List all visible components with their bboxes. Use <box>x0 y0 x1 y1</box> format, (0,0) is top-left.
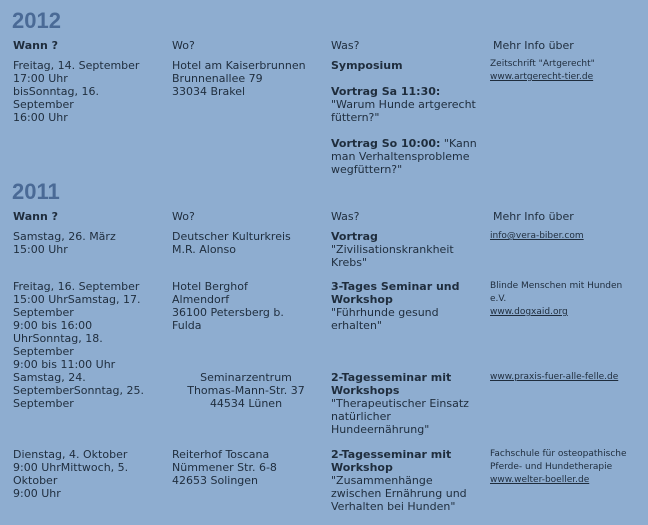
column-header-wann: Wann ? <box>13 210 59 223</box>
where-line: Reiterhof Toscana <box>172 448 270 461</box>
column-header-was: Was? <box>331 210 360 223</box>
where-line: Thomas-Mann-Str. 37 <box>187 384 305 397</box>
when-line: 9:00 bis 16:00 UhrSonntag, 18. September <box>13 319 103 358</box>
event-when <box>13 59 163 124</box>
event-title: Symposium <box>331 59 403 72</box>
info-link[interactable]: www.praxis-fuer-alle-felle.de <box>490 372 619 382</box>
event-description: "Zusammenhänge zwischen Ernährung und Verhalten bei Hunden" <box>331 474 467 513</box>
event-when <box>13 371 163 410</box>
talk-2-title: "Kann man Verhaltensprobleme wegfüttern?" <box>331 137 477 176</box>
where-line: Seminarzentrum <box>200 371 292 384</box>
when-line: Freitag, 16. September <box>13 280 140 293</box>
talk-1-time: Vortrag Sa 11:30: <box>331 85 441 98</box>
when-line: 9:00 Uhr <box>13 487 61 500</box>
when-line: Samstag, 26. März <box>13 230 116 243</box>
event-where <box>160 371 332 410</box>
event-when <box>13 448 163 500</box>
info-text: Blinde Menschen mit Hunden e.V. <box>490 281 623 304</box>
column-header-wo: Wo? <box>172 210 195 223</box>
info-link[interactable]: www.welter-boeller.de <box>490 475 590 485</box>
where-line: Nümmener Str. 6-8 <box>172 461 277 474</box>
when-line: 15:00 Uhr <box>13 243 68 256</box>
event-where <box>172 230 312 256</box>
when-line: bisSonntag, 16. September <box>13 85 99 111</box>
column-header-info: Mehr Info über <box>493 39 574 52</box>
when-line: Samstag, 24. SeptemberSonntag, 25. September <box>13 371 144 410</box>
info-link[interactable]: www.dogxaid.org <box>490 307 568 317</box>
info-link[interactable]: info@vera-biber.com <box>490 231 584 241</box>
year-heading: 2011 <box>12 179 60 204</box>
column-header-info: Mehr Info über <box>493 210 574 223</box>
event-what <box>331 280 483 332</box>
event-what <box>331 448 483 513</box>
talk-1-title: "Warum Hunde artgerecht füttern?" <box>331 98 476 124</box>
talk-2 <box>331 137 483 176</box>
where-line: 44534 Lünen <box>209 397 283 410</box>
info-link[interactable]: www.artgerecht-tier.de <box>490 72 594 82</box>
event-where <box>172 280 312 332</box>
column-header-wo: Wo? <box>172 39 195 52</box>
where-line: Brunnenallee 79 <box>172 72 263 85</box>
where-line: 36100 Petersberg b. Fulda <box>172 306 284 332</box>
event-what <box>331 371 483 436</box>
when-line: 15:00 UhrSamstag, 17. September <box>13 293 141 319</box>
column-header-wann: Wann ? <box>13 39 59 52</box>
event-title: 3-Tages Seminar und Workshop <box>331 280 460 306</box>
event-when <box>13 230 163 256</box>
event-what <box>331 59 483 176</box>
where-line: M.R. Alonso <box>172 243 236 256</box>
event-info <box>490 230 640 243</box>
where-line: Hotel am Kaiserbrunnen <box>172 59 306 72</box>
where-line: Almendorf <box>172 293 230 306</box>
when-line: 16:00 Uhr <box>13 111 68 124</box>
column-header-was: Was? <box>331 39 360 52</box>
event-title: Vortrag <box>331 230 378 243</box>
when-line: 9:00 UhrMittwoch, 5. Oktober <box>13 461 129 487</box>
when-line: Dienstag, 4. Oktober <box>13 448 128 461</box>
event-description: "Therapeutischer Einsatz natürlicher Hundeernährung" <box>331 397 469 436</box>
event-where <box>172 448 312 487</box>
year-heading: 2012 <box>12 8 61 33</box>
event-info <box>490 448 640 487</box>
event-title: 2-Tagesseminar mit Workshops <box>331 371 452 397</box>
when-line: 9:00 bis 11:00 Uhr <box>13 358 116 371</box>
info-text: Fachschule für osteopathische Pferde- und Hundetherapie <box>490 449 627 472</box>
talk-1 <box>331 85 483 124</box>
event-info <box>490 280 640 319</box>
event-description: "Zivilisationskrankheit Krebs" <box>331 243 454 269</box>
event-title: 2-Tagesseminar mit Workshop <box>331 448 452 474</box>
where-line: 33034 Brakel <box>172 85 246 98</box>
where-line: Hotel Berghof <box>172 280 248 293</box>
when-line: Freitag, 14. September <box>13 59 140 72</box>
event-info <box>490 371 640 384</box>
info-text: Zeitschrift "Artgerecht" <box>490 59 595 69</box>
talk-2-time: Vortrag So 10:00: <box>331 137 441 150</box>
where-line: Deutscher Kulturkreis <box>172 230 291 243</box>
event-where <box>172 59 312 98</box>
when-line: 17:00 Uhr <box>13 72 68 85</box>
event-info <box>490 58 640 84</box>
event-when <box>13 280 163 371</box>
event-what <box>331 230 483 269</box>
event-description: "Führhunde gesund erhalten" <box>331 306 439 332</box>
where-line: 42653 Solingen <box>172 474 259 487</box>
